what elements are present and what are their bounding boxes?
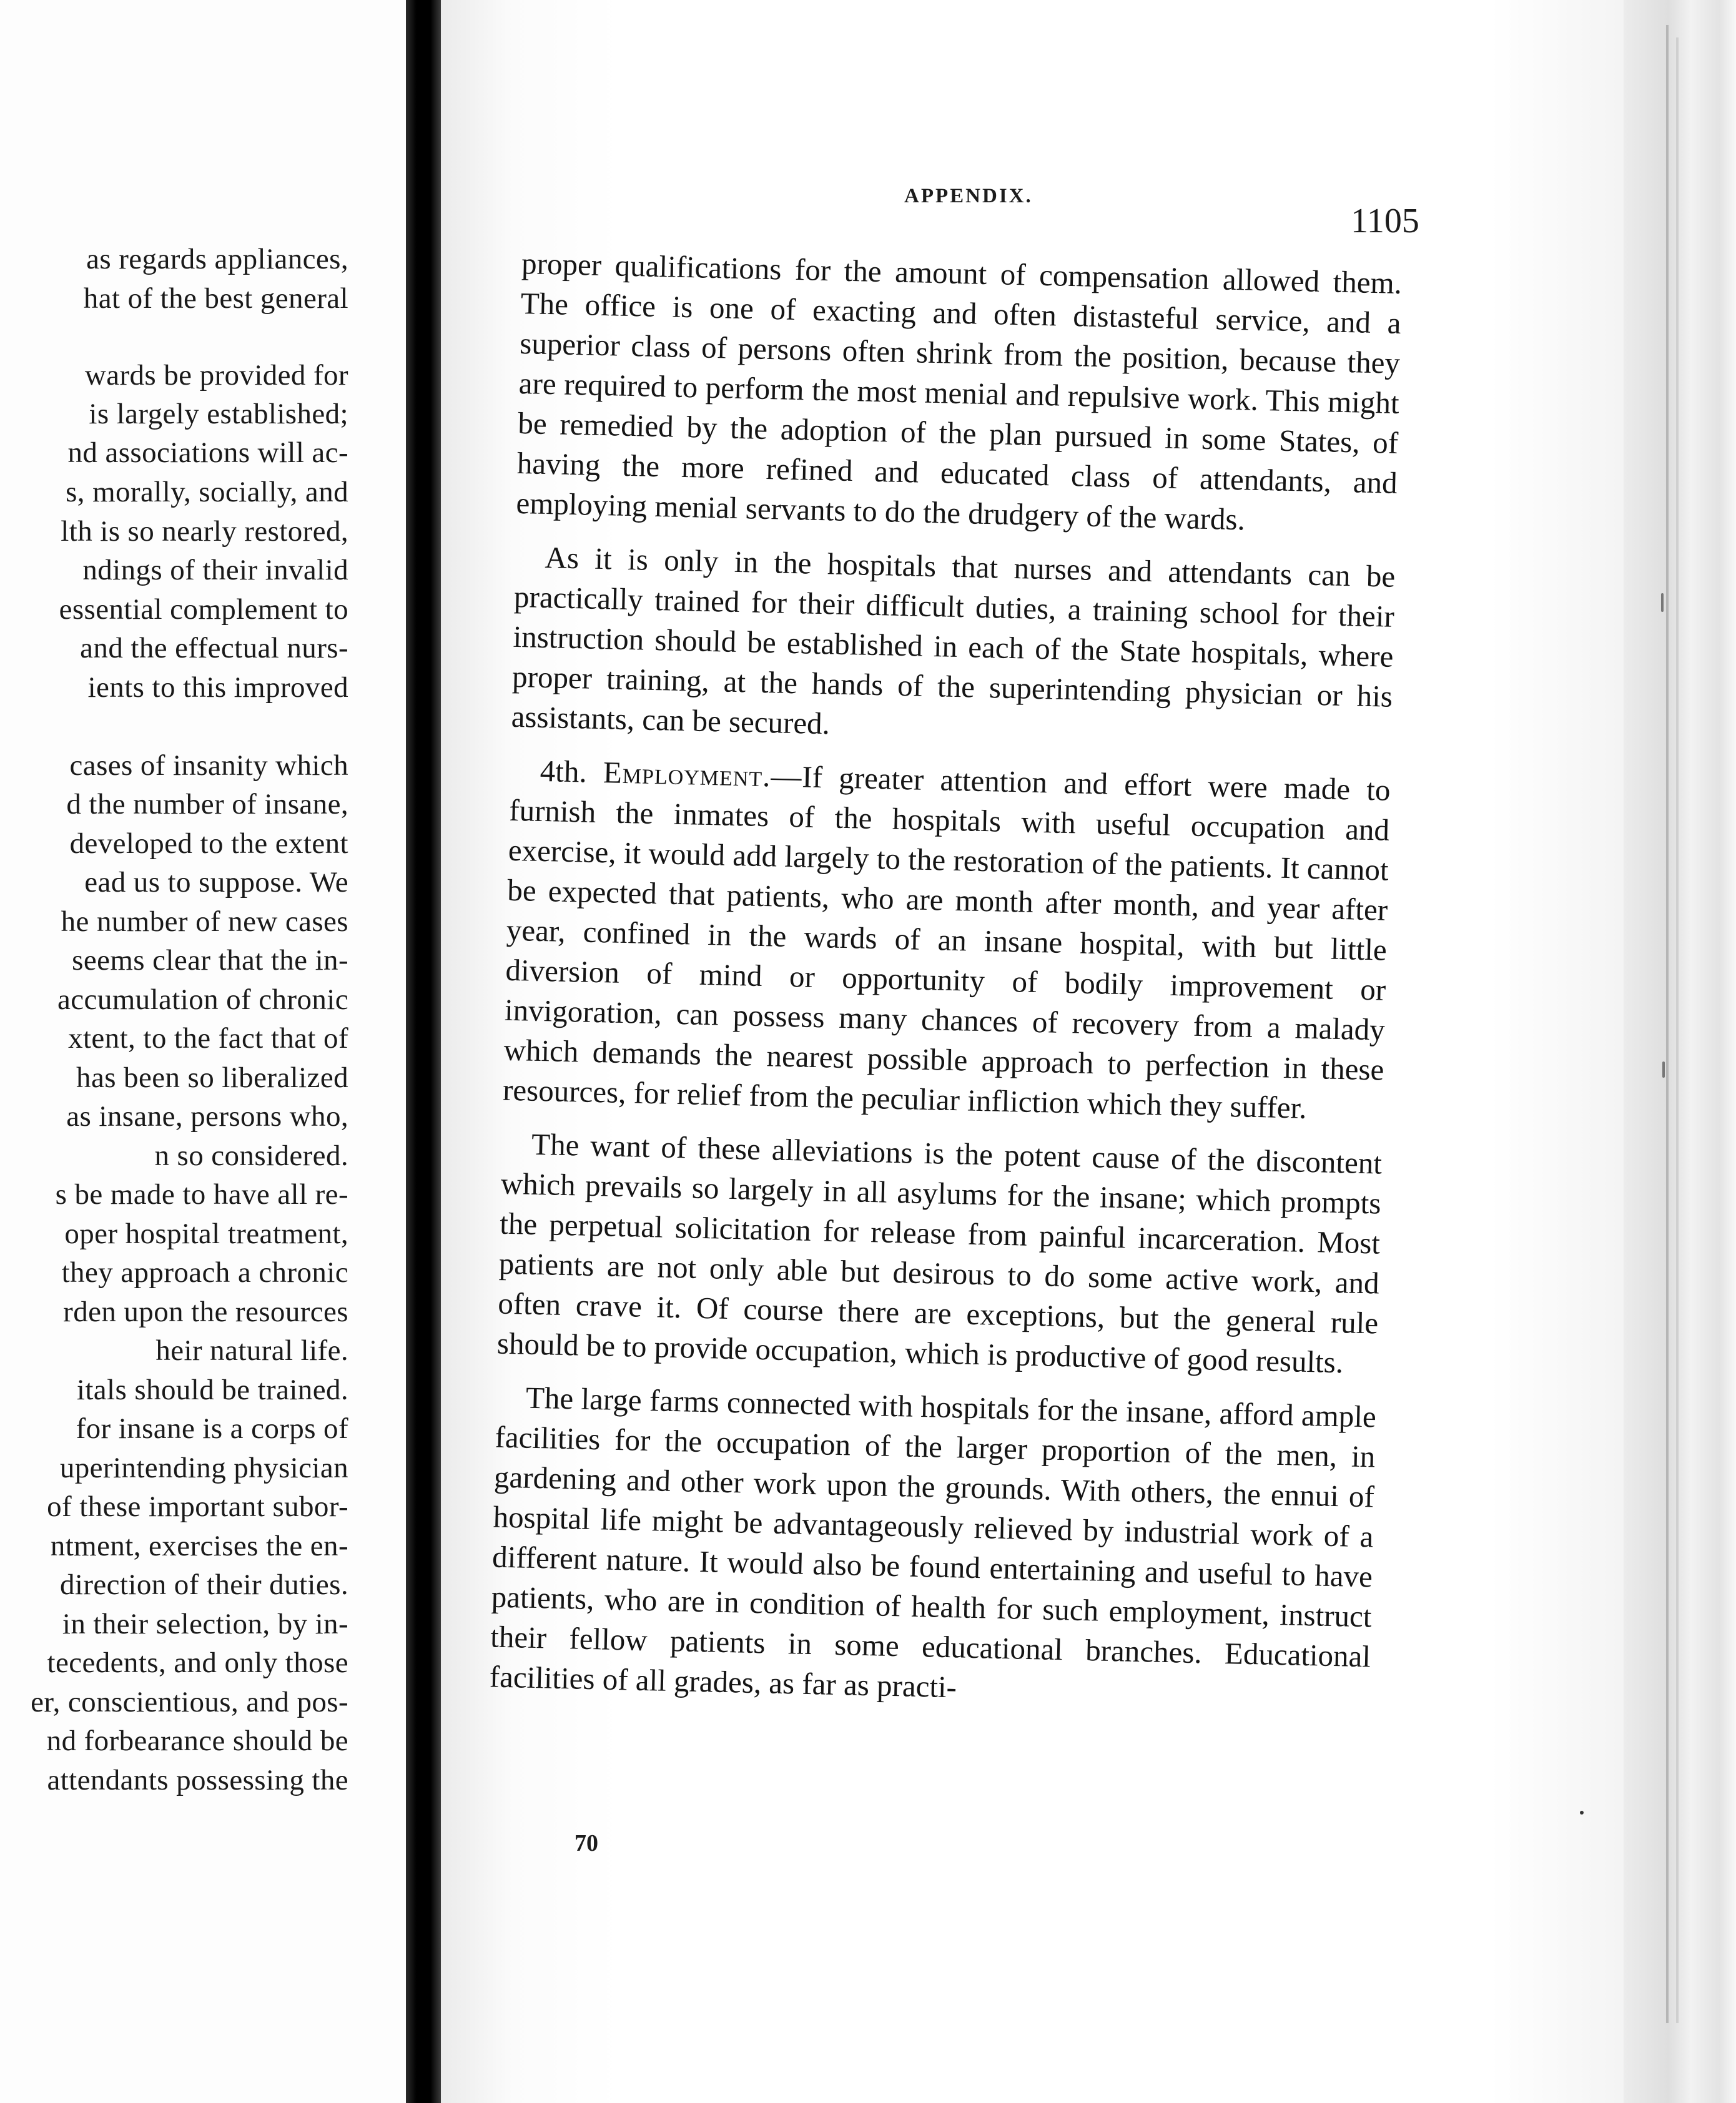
left-page-line: cases of insanity which (69, 749, 348, 782)
left-page-line: direction of their duties. (60, 1569, 348, 1601)
left-page-line: ead us to suppose. We (84, 866, 348, 899)
left-page-line: seems clear that the in- (72, 944, 348, 977)
section-number: 4th. (540, 753, 588, 789)
running-head: APPENDIX. (904, 185, 1033, 207)
edge-rule (1676, 37, 1679, 2023)
left-page-line: hat of the best general (83, 282, 348, 315)
left-page-line: has been so liberalized (76, 1061, 348, 1094)
left-page-line: er, conscientious, and pos- (31, 1686, 348, 1718)
left-page (0, 0, 406, 2103)
left-page-line: for insane is a corps of (76, 1412, 348, 1445)
paragraph: The want of these alleviations is the potent cause of the discontent which prevails so largely in all asylums for the insane; which prompts the perpetual solicitation for release from painful incarceration. Most patients are not only able but desirous to do some active work, and often crave it. Of course there are exceptions, but the general rule should be to provide occupation, which is productive of good results. (496, 1126, 1383, 1380)
left-page-line: wards be provided for (84, 359, 348, 392)
left-page-line: and the effectual nurs- (80, 632, 348, 664)
left-page-line: oper hospital treatment, (64, 1218, 348, 1250)
page-number: 1105 (1351, 202, 1419, 240)
left-page-line: ntment, exercises the en- (50, 1530, 348, 1562)
scan-speck (1662, 1061, 1665, 1078)
left-page-line: s be made to have all re- (55, 1178, 348, 1211)
page-edges (1624, 0, 1736, 2103)
left-page-line: itals should be trained. (76, 1374, 348, 1406)
left-page-line: xtent, to the fact that of (68, 1022, 348, 1055)
left-page-line: as regards appliances, (86, 243, 348, 275)
left-page-line: attendants possessing the (47, 1764, 348, 1796)
left-page-line: essential complement to (59, 593, 348, 626)
left-page-line: of these important subor- (47, 1490, 348, 1523)
paragraph-text: If greater attention and effort were made to furnish the inmates of the hospitals with useful occupation and exercise, it would add largely to the restoration of the patients. It cannot be expected that patients, who are month after month, and year after year, confined in the wards of an insane hospital, with but little diversion of mind or opportunity of bodily improvement or invigoration, can possess many chances of recovery from a malady which demands the nearest possible approach to perfection in these resources, for relief from the peculiar infliction which they suffer. (502, 759, 1391, 1125)
scan-speck (1661, 593, 1664, 612)
left-page-line: nd associations will ac- (67, 436, 348, 469)
left-page-line: they approach a chronic (61, 1256, 348, 1289)
left-page-line: he number of new cases (61, 905, 348, 938)
left-page-line: as insane, persons who, (66, 1100, 348, 1133)
book-gutter (406, 0, 441, 2103)
left-page-line: ients to this improved (87, 671, 348, 704)
left-page-line: lth is so nearly restored, (61, 515, 348, 548)
scan-speck (1580, 1811, 1584, 1815)
folio-signature: 70 (575, 1830, 598, 1856)
left-page-line: in their selection, by in- (62, 1608, 348, 1640)
left-page-line: accumulation of chronic (57, 983, 348, 1016)
left-page-line: ndings of their invalid (82, 554, 348, 586)
left-page-line: uperintending physician (59, 1452, 348, 1484)
paragraph: proper qualifications for the amount of compensation allowed them. The office is one of exacting and often distasteful service, and a superior class of persons often shrink from the position, because they are required to perform the most menial and repulsive work. This might be remedied by the adoption of the plan pursued in some States, of having the more refined and educated class of attendants, and employing menial servants to do the drudgery of the wards. (515, 245, 1403, 537)
left-page-line: rden upon the resources (63, 1296, 348, 1328)
edge-rule (1666, 25, 1669, 2023)
left-page-line: n so considered. (154, 1140, 348, 1172)
left-page-line: s, morally, socially, and (66, 476, 348, 508)
paragraph: As it is only in the hospitals that nurses and attendants can be practically trained for their difficult duties, a training school for their instruction should be established in each of the State hospitals, where proper training, at the hands of the superintending physician or his assistants, can be secured. (511, 539, 1396, 741)
left-page-line: d the number of insane, (66, 788, 348, 820)
paragraph: The large farms connected with hospitals for the insane, afford ample facilities for the occupation of the larger proportion of the men, in gardening and other work upon the grounds. With others, the ennui of hospital life might be advantageously relieved by industrial work of a different nature. It would also be found entertaining and useful to have patients, who are in condition of health for such employment, instruct their fellow patients in some educational branches. Educational facilities of all grades, as far as practi- (489, 1380, 1377, 1705)
section-heading: Employment.— (603, 755, 803, 794)
paragraph-employment (503, 751, 1391, 1130)
left-page-line: tecedents, and only those (47, 1647, 348, 1679)
left-page-line: nd forbearance should be (46, 1725, 348, 1757)
left-page-line: is largely established; (89, 398, 348, 430)
left-page-line: developed to the extent (69, 827, 348, 860)
left-page-line: heir natural life. (155, 1334, 348, 1367)
body-text (489, 244, 1403, 1730)
